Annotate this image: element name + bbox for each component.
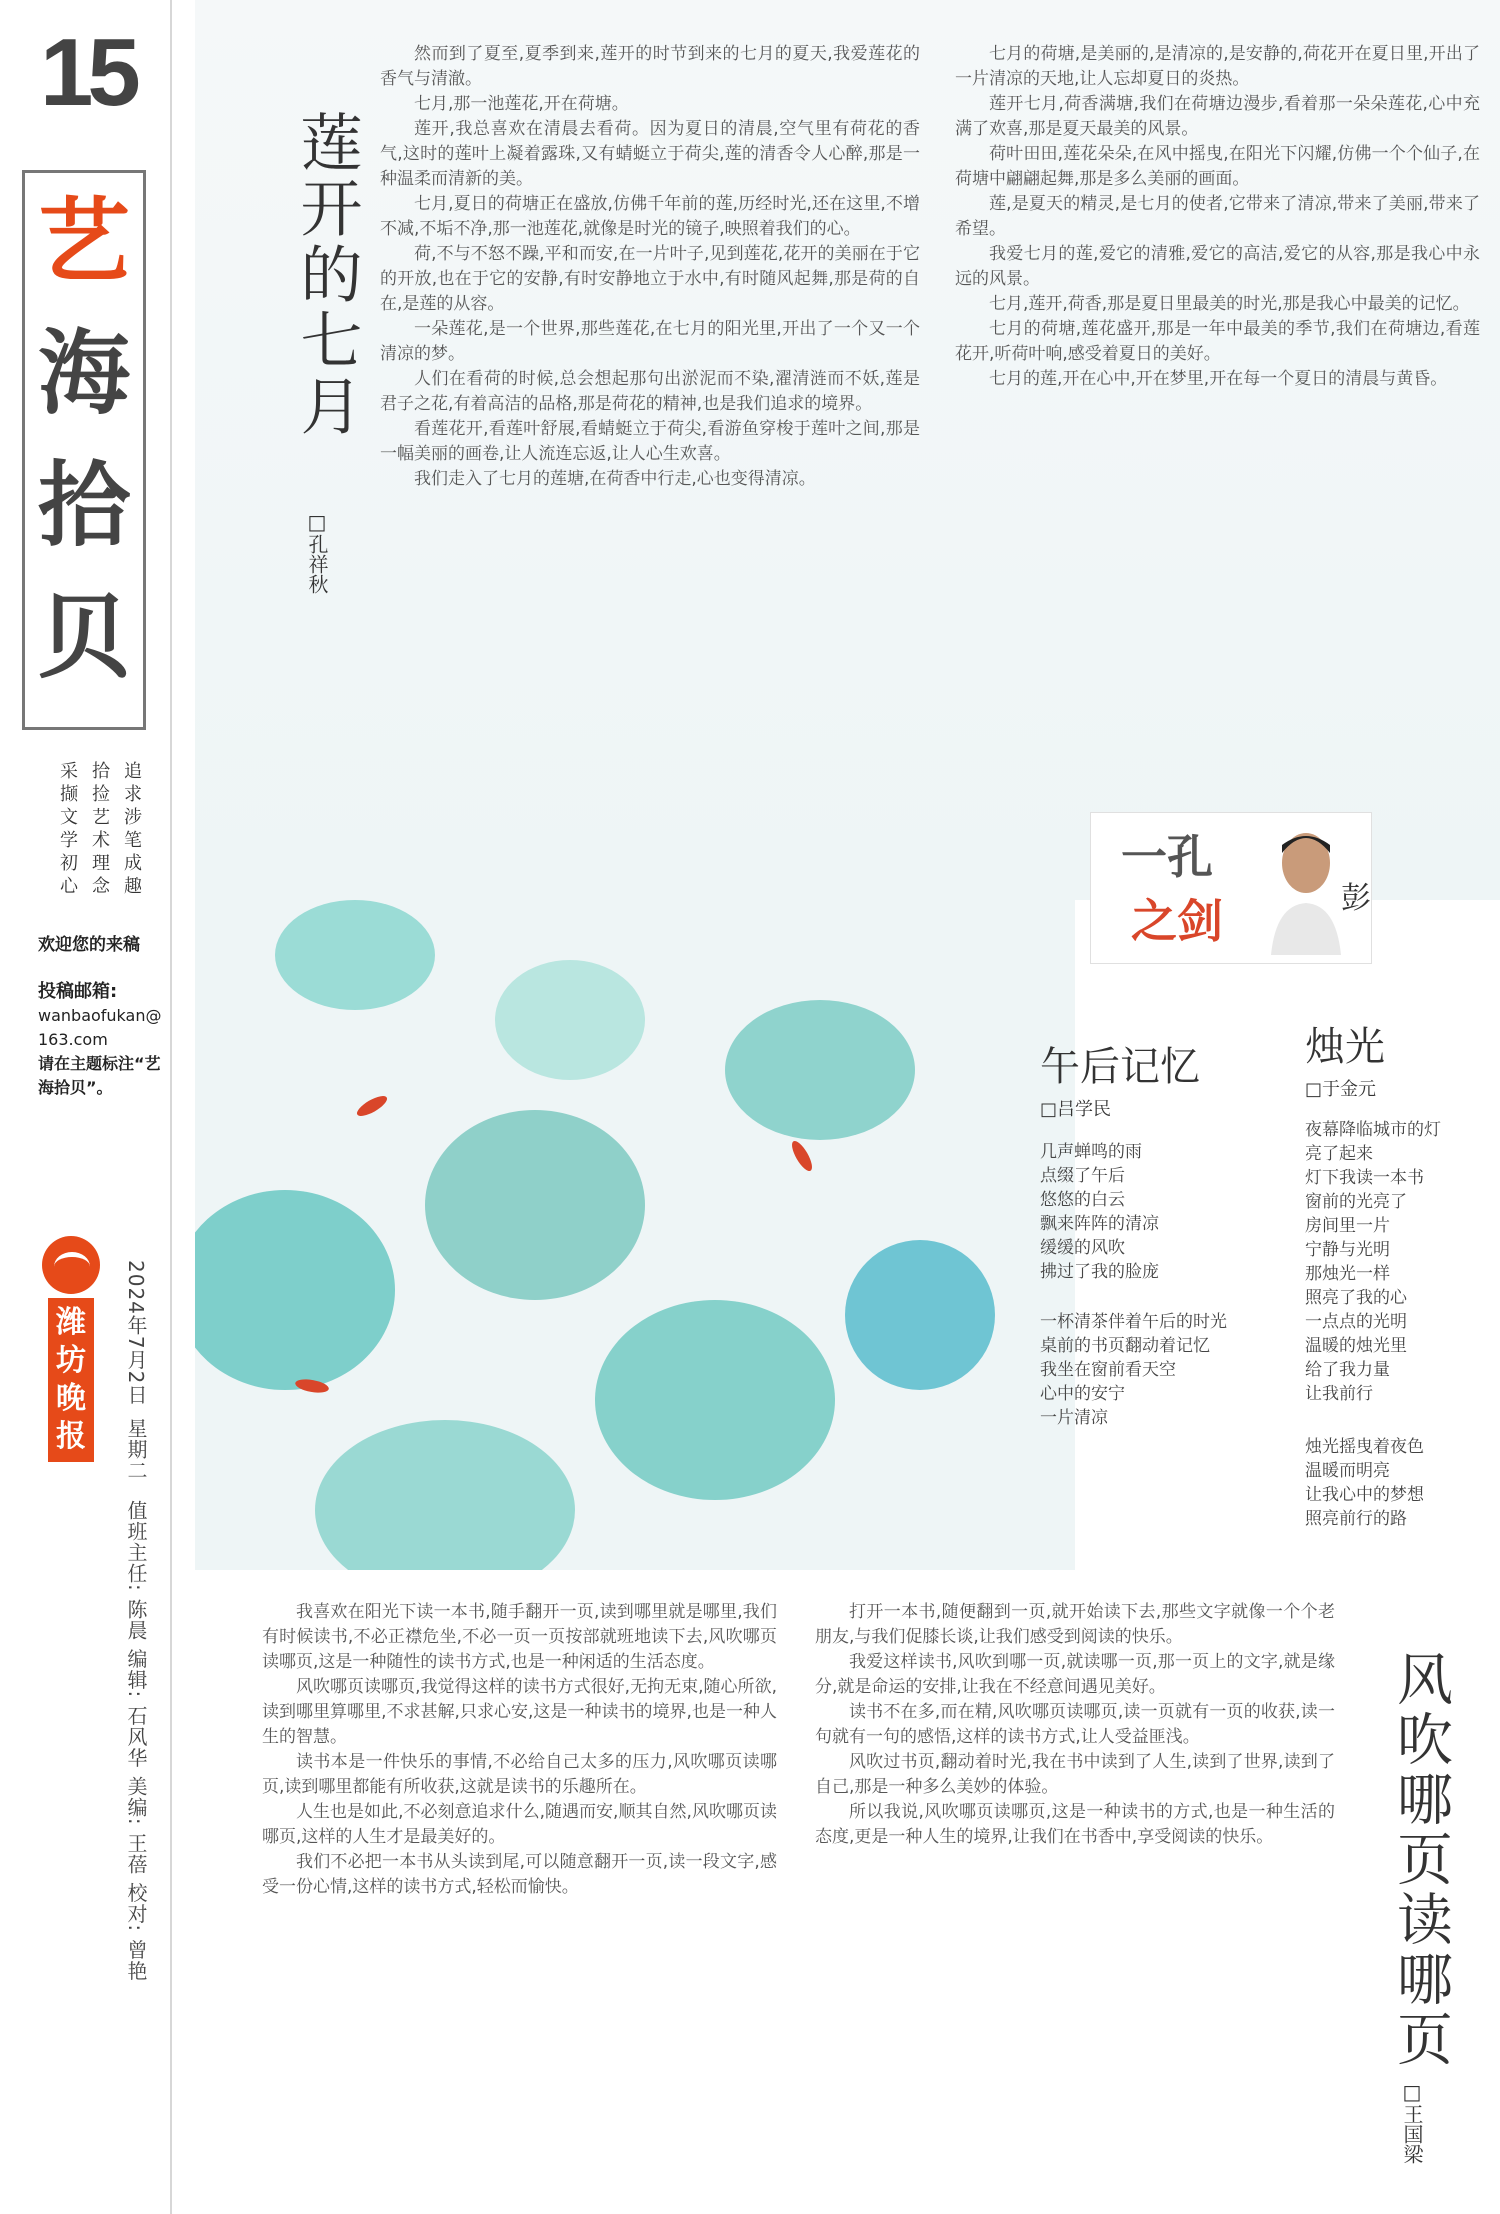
koi-fish-icon <box>354 1092 389 1119</box>
paragraph: 风吹哪页读哪页,我觉得这样的读书方式很好,无拘无束,随心所欲,读到哪里算哪里,不求甚解,只求心安,这是一种读书的境界,也是一种人生的智慧。 <box>262 1677 777 1747</box>
paragraph: 人们在看荷的时候,总会想起那句出淤泥而不染,濯清涟而不妖,莲是君子之花,有着高洁的品格,那是荷花的精神,也是我们追求的境界。 <box>380 369 920 414</box>
lotus-leaf-icon <box>315 1420 575 1570</box>
paragraph: 看莲花开,看莲叶舒展,看蜻蜓立于荷尖,看游鱼穿梭于莲叶之间,那是一幅美丽的画卷,让人流连忘返,让人心生欢喜。 <box>380 419 920 464</box>
paragraph: 打开一本书,随便翻到一页,就开始读下去,那些文字就像一个个老朋友,与我们促膝长谈,让我们感受到阅读的快乐。 <box>815 1602 1335 1647</box>
poem-line: 一片清凉 <box>1040 1408 1108 1428</box>
poem-line: 照亮前行的路 <box>1305 1509 1407 1529</box>
poem-line: 夜幕降临城市的灯 <box>1305 1120 1441 1140</box>
poem-line: 烛光摇曳着夜色 <box>1305 1437 1424 1457</box>
paragraph: 七月,莲开,荷香,那是夏日里最美的时光,那是我心中最美的记忆。 <box>989 294 1470 314</box>
paragraph: 我们不必把一本书从头读到尾,可以随意翻开一页,读一段文字,感受一份心情,这样的读书方式,轻松而愉快。 <box>262 1852 777 1897</box>
poem-line: 一点点的光明 <box>1305 1312 1407 1332</box>
paragraph: 我爱这样读书,风吹到哪一页,就读哪一页,那一页上的文字,就是缘分,就是命运的安排,让我在不经意间遇见美好。 <box>815 1652 1335 1697</box>
slogan-column-1: 采撷文学初心 <box>60 761 78 897</box>
poem-line: 桌前的书页翻动着记忆 <box>1040 1336 1210 1356</box>
paragraph: 七月的荷塘,莲花盛开,那是一年中最美的季节,我们在荷塘边,看莲花开,听荷叶响,感受着夏日的美好。 <box>955 319 1480 364</box>
article-author: □王国梁 <box>1400 2080 1424 2164</box>
article-author: □孔祥秋 <box>305 510 329 594</box>
poem-line: 宁静与光明 <box>1305 1240 1390 1260</box>
paragraph: 莲开,我总喜欢在清晨去看荷。因为夏日的清晨,空气里有荷花的香气,这时的莲叶上凝着露珠,又有蜻蜓立于荷尖,莲的清香令人心醉,那是一种温柔而清新的美。 <box>380 119 920 189</box>
paragraph: 我爱七月的莲,爱它的清雅,爱它的高洁,爱它的从容,那是我心中永远的风景。 <box>955 244 1480 289</box>
paragraph: 一朵莲花,是一个世界,那些莲花,在七月的阳光里,开出了一个又一个清凉的梦。 <box>380 319 920 364</box>
lotus-illustration <box>195 880 1075 1570</box>
lotus-leaf-icon <box>495 960 645 1080</box>
lotus-leaf-icon <box>195 1190 395 1390</box>
poem-line: 亮了起来 <box>1305 1144 1373 1164</box>
masthead-column <box>0 0 172 2214</box>
poem-line: 灯下我读一本书 <box>1305 1168 1424 1188</box>
section-title-char-1: 艺 <box>37 187 130 295</box>
paragraph: 我们走入了七月的莲塘,在荷香中行走,心也变得清凉。 <box>414 469 816 489</box>
article-body-column-2 <box>955 42 1480 812</box>
paragraph: 我喜欢在阳光下读一本书,随手翻开一页,读到哪里就是哪里,我们有时候读书,不必正襟危坐,不必一页一页按部就班地读下去,风吹哪页读哪页,这是一种随性的读书方式,也是一种闲适的生活态度。 <box>262 1602 777 1672</box>
article-title: 莲开的七月 <box>290 110 363 440</box>
poem-line: 房间里一片 <box>1305 1216 1390 1236</box>
poem-title: 烛光 <box>1305 1024 1385 1070</box>
lotus-leaf-icon <box>725 1000 915 1140</box>
poem-line: 飘来阵阵的清凉 <box>1040 1214 1159 1234</box>
poem-line: 温暖的烛光里 <box>1305 1336 1407 1356</box>
page-number: 15 <box>40 19 135 126</box>
poem-line: 心中的安宁 <box>1040 1384 1125 1404</box>
poem-line: 缓缓的风吹 <box>1040 1238 1125 1258</box>
email-label: 投稿邮箱: <box>38 981 118 1002</box>
paragraph: 七月,夏日的荷塘正在盛放,仿佛千年前的莲,历经时光,还在这里,不增不减,不垢不净,那一池莲花,就像是时光的镜子,映照着我们的心。 <box>380 194 920 239</box>
welcome-text: 欢迎您的来稿 <box>38 935 140 955</box>
poem-line: 几声蝉鸣的雨 <box>1040 1142 1142 1162</box>
paper-name: 潍坊晚报 <box>48 1298 94 1462</box>
slogan-column-3: 追求涉笔成趣 <box>124 761 142 897</box>
poem-line: 拂过了我的脸庞 <box>1040 1262 1159 1282</box>
lotus-leaf-icon <box>425 1110 645 1300</box>
section-title-char-2: 海 <box>37 319 130 427</box>
paragraph: 然而到了夏至,夏季到来,莲开的时节到来的七月的夏天,我爱莲花的香气与清澈。 <box>380 44 920 89</box>
section-title-char-3: 拾 <box>37 451 130 559</box>
article-body-column-1 <box>262 1600 777 2190</box>
paragraph: 荷叶田田,莲花朵朵,在风中摇曳,在阳光下闪耀,仿佛一个个仙子,在荷塘中翩翩起舞,那是多么美丽的画面。 <box>955 144 1480 189</box>
poem-line: 悠悠的白云 <box>1040 1190 1125 1210</box>
poem-line: 让我心中的梦想 <box>1305 1485 1424 1505</box>
koi-fish-icon <box>788 1138 815 1173</box>
lotus-leaf-icon <box>595 1300 835 1500</box>
poem-line: 给了我力量 <box>1305 1360 1390 1380</box>
issue-weekday: 星期二 <box>124 1418 148 1481</box>
section-logo <box>22 170 146 730</box>
poem-line: 点缀了午后 <box>1040 1166 1125 1186</box>
paragraph: 七月,那一池莲花,开在荷塘。 <box>414 94 629 114</box>
submission-info <box>38 980 164 1100</box>
article-title: 风吹哪页读哪页 <box>1388 1650 1453 2070</box>
poem-line: 窗前的光亮了 <box>1305 1192 1407 1212</box>
paragraph: 读书本是一件快乐的事情,不必给自己太多的压力,风吹哪页读哪页,读到哪里都能有所收获,这就是读书的乐趣所在。 <box>262 1752 777 1797</box>
lotus-leaf-icon <box>845 1240 995 1390</box>
paper-brand <box>36 1236 106 1462</box>
paragraph: 莲开七月,荷香满塘,我们在荷塘边漫步,看着那一朵朵莲花,心中充满了欢喜,那是夏天最美的风景。 <box>955 94 1480 139</box>
paragraph: 读书不在多,而在精,风吹哪页读哪页,读一页就有一页的收获,读一句就有一句的感悟,这样的读书方式,让人受益匪浅。 <box>815 1702 1335 1747</box>
article-body-column-1 <box>380 42 920 822</box>
poem-line: 一杯清茶伴着午后的时光 <box>1040 1312 1227 1332</box>
section-title-char-4: 贝 <box>37 583 130 691</box>
poem-line: 那烛光一样 <box>1305 1264 1390 1284</box>
columnist-portrait-icon <box>1271 825 1341 955</box>
paragraph: 风吹过书页,翻动着时光,我在书中读到了人生,读到了世界,读到了自己,那是一种多么美妙的体验。 <box>815 1752 1335 1797</box>
poem-line: 照亮了我的心 <box>1305 1288 1407 1308</box>
lotus-leaf-icon <box>275 900 435 1010</box>
poem-stanza-2 <box>1305 1435 1424 1531</box>
paper-logo-icon <box>42 1236 100 1294</box>
poem-line: 让我前行 <box>1305 1384 1373 1404</box>
email-note: 请在主题标注“艺海拾贝”。 <box>38 1054 161 1097</box>
poem-author: □吕学民 <box>1040 1099 1112 1120</box>
poem-stanza-2 <box>1040 1310 1227 1430</box>
poem-line: 温暖而明亮 <box>1305 1461 1390 1481</box>
poem-stanza-1 <box>1305 1118 1441 1406</box>
issue-date: 2024年7月2日 <box>124 1260 148 1406</box>
columnist-badge <box>1090 812 1372 964</box>
paragraph: 莲,是夏天的精灵,是七月的使者,它带来了清凉,带来了美丽,带来了希望。 <box>955 194 1480 239</box>
paragraph: 七月的莲,开在心中,开在梦里,开在每一个夏日的清晨与黄昏。 <box>989 369 1448 389</box>
poem-title: 午后记忆 <box>1040 1044 1200 1090</box>
paragraph: 人生也是如此,不必刻意追求什么,随遇而安,顺其自然,风吹哪页读哪页,这样的人生才是最美好的。 <box>262 1802 777 1847</box>
paragraph: 七月的荷塘,是美丽的,是清凉的,是安静的,荷花开在夏日里,开出了一片清凉的天地,让人忘却夏日的炎热。 <box>955 44 1480 89</box>
article-body-column-2 <box>815 1600 1335 2190</box>
columnist-name-part1: 一孔 <box>1121 830 1213 884</box>
slogan-column-2: 拾捡艺术理念 <box>92 761 110 897</box>
columnist-name-part2: 之剑 <box>1131 894 1223 948</box>
paragraph: 所以我说,风吹哪页读哪页,这是一种读书的方式,也是一种生活的态度,更是一种人生的境界,让我们在书香中,享受阅读的快乐。 <box>815 1802 1335 1847</box>
editor-credits: 值班主任: 陈晨 编辑: 石风华 美编: 王蓓 校对: 曾艳 <box>124 1500 148 1982</box>
poem-author: □于金元 <box>1305 1079 1377 1100</box>
columnist-signature: 彭 <box>1341 881 1371 916</box>
poem-line: 我坐在窗前看天空 <box>1040 1360 1176 1380</box>
email-address[interactable]: wanbaofukan@163.com <box>38 1006 162 1049</box>
paragraph: 荷,不与不怒不躁,平和而安,在一片叶子,见到莲花,花开的美丽在于它的开放,也在于它的安静,有时安静地立于水中,有时随风起舞,那是荷的自在,是莲的从容。 <box>380 244 920 314</box>
poem-stanza-1 <box>1040 1140 1159 1284</box>
